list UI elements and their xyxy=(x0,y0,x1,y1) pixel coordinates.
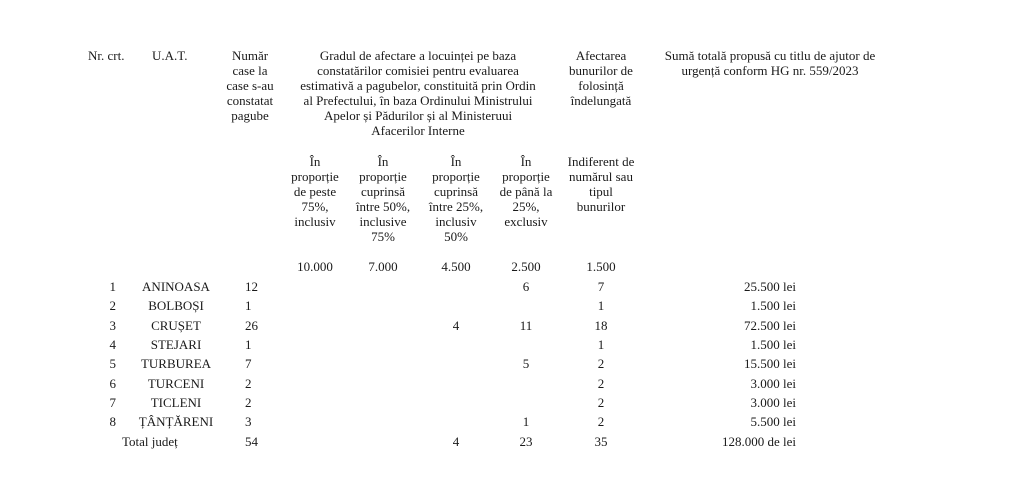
total-p25: 4 xyxy=(452,434,460,449)
header-line: bunurilor de xyxy=(569,63,633,78)
cell-p0: 5 xyxy=(522,356,530,371)
cell-bunuri: 18 xyxy=(594,318,608,333)
header-line: Apelor și Pădurilor și al Ministeruui xyxy=(323,108,513,123)
header-line: Afacerilor Interne xyxy=(371,123,465,138)
cell-case: 3 xyxy=(245,414,252,429)
cell-suma: 5.500 lei xyxy=(750,414,796,429)
subheader-line: proporție xyxy=(359,169,407,184)
cell-uat: BOLBOȘI xyxy=(148,298,204,313)
total-suma: 128.000 de lei xyxy=(721,434,796,449)
amount-50-75: 7.000 xyxy=(368,259,398,274)
header-line: îndelungată xyxy=(570,93,632,108)
cell-uat: TICLENI xyxy=(150,395,202,410)
cell-case: 1 xyxy=(245,298,252,313)
cell-nr: 7 xyxy=(109,395,116,410)
cell-nr: 8 xyxy=(109,414,116,429)
subheader-line: între 50%, xyxy=(355,199,411,214)
header-line: constatărilor comisiei pentru evaluarea xyxy=(317,63,519,78)
subheader-line: bunurilor xyxy=(576,199,626,214)
subheader-line: 50% xyxy=(444,229,468,244)
subheader-line: proporție xyxy=(432,169,480,184)
cell-case: 7 xyxy=(245,356,252,371)
subheader-line: între 25%, xyxy=(428,199,484,214)
cell-suma: 1.500 lei xyxy=(750,298,796,313)
header-line: Afectarea xyxy=(575,48,627,63)
subheader-line: inclusiv xyxy=(435,214,477,229)
cell-suma: 3.000 lei xyxy=(750,395,796,410)
header-line: Sumă totală propusă cu titlu de ajutor de xyxy=(664,48,876,63)
subheader-line: 75% xyxy=(371,229,395,244)
cell-nr: 4 xyxy=(109,337,116,352)
cell-uat: ANINOASA xyxy=(142,279,210,294)
subheader-peste-75 xyxy=(282,154,348,229)
cell-nr: 6 xyxy=(109,376,116,391)
cell-nr: 5 xyxy=(109,356,116,371)
subheader-25-50 xyxy=(420,154,492,244)
subheader-line: cuprinsă xyxy=(433,184,479,199)
header-line: Gradul de afectare a locuinței pe baza xyxy=(319,48,517,63)
subheader-line: numărul sau xyxy=(569,169,633,184)
header-line: urgență conform HG nr. 559/2023 xyxy=(681,63,859,78)
header-suma-totala xyxy=(640,48,900,78)
cell-suma: 1.500 lei xyxy=(750,337,796,352)
cell-p0: 6 xyxy=(522,279,530,294)
cell-case: 1 xyxy=(245,337,252,352)
cell-uat: TURBUREA xyxy=(140,356,212,371)
subheader-line: de peste xyxy=(293,184,337,199)
amount-pana-25: 2.500 xyxy=(511,259,541,274)
cell-bunuri: 7 xyxy=(597,279,605,294)
subheader-line: În xyxy=(309,154,321,169)
total-p0: 23 xyxy=(519,434,533,449)
header-gradul-afectare xyxy=(282,48,554,138)
total-label: Total județ xyxy=(122,434,178,449)
cell-case: 2 xyxy=(245,395,252,410)
cell-suma: 3.000 lei xyxy=(750,376,796,391)
cell-bunuri: 2 xyxy=(597,356,605,371)
cell-nr: 2 xyxy=(109,298,116,313)
subheader-indiferent xyxy=(560,154,642,214)
header-line: estimativă a pagubelor, constituită prin Ordin xyxy=(300,78,536,93)
total-bunuri: 35 xyxy=(594,434,608,449)
cell-case: 26 xyxy=(245,318,258,333)
cell-bunuri: 1 xyxy=(597,298,605,313)
subheader-line: În xyxy=(450,154,462,169)
subheader-line: de până la xyxy=(499,184,553,199)
subheader-line: 25%, xyxy=(512,199,540,214)
cell-p0: 11 xyxy=(519,318,533,333)
subheader-line: 75%, xyxy=(301,199,329,214)
cell-uat: STEJARI xyxy=(150,337,202,352)
subheader-line: În xyxy=(377,154,389,169)
header-line: case la xyxy=(232,63,268,78)
header-line: pagube xyxy=(231,108,269,123)
header-nr-crt: Nr. crt. xyxy=(88,48,125,63)
subheader-line: proporție xyxy=(502,169,550,184)
cell-p25: 4 xyxy=(452,318,460,333)
cell-p0: 1 xyxy=(522,414,530,429)
subheader-line: cuprinsă xyxy=(360,184,406,199)
amount-peste-75: 10.000 xyxy=(297,259,333,274)
cell-case: 12 xyxy=(245,279,258,294)
cell-nr: 1 xyxy=(109,279,116,294)
cell-bunuri: 2 xyxy=(597,376,605,391)
amount-25-50: 4.500 xyxy=(441,259,471,274)
header-line: al Prefectului, în baza Ordinului Ministrului xyxy=(303,93,533,108)
header-afectarea-bunurilor xyxy=(558,48,644,108)
subheader-line: tipul xyxy=(589,184,613,199)
header-uat: U.A.T. xyxy=(152,48,188,63)
cell-bunuri: 2 xyxy=(597,414,605,429)
cell-uat: ȚÂNȚĂRENI xyxy=(138,414,214,429)
header-line: Număr xyxy=(231,48,269,63)
cell-bunuri: 1 xyxy=(597,337,605,352)
header-line: case s-au xyxy=(226,78,274,93)
subheader-line: Indiferent de xyxy=(567,154,635,169)
cell-suma: 15.500 lei xyxy=(744,356,796,371)
subheader-line: inclusive xyxy=(359,214,407,229)
subheader-50-75 xyxy=(348,154,418,244)
cell-uat: CRUȘET xyxy=(151,318,201,333)
amount-indiferent: 1.500 xyxy=(586,259,616,274)
header-line: constatat xyxy=(226,93,274,108)
subheader-pana-25 xyxy=(492,154,560,229)
cell-bunuri: 2 xyxy=(597,395,605,410)
subheader-line: inclusiv xyxy=(294,214,336,229)
cell-suma: 72.500 lei xyxy=(744,318,796,333)
header-numar-case xyxy=(220,48,280,123)
header-line: folosință xyxy=(578,78,624,93)
cell-suma: 25.500 lei xyxy=(744,279,796,294)
cell-nr: 3 xyxy=(109,318,116,333)
subheader-line: exclusiv xyxy=(504,214,548,229)
total-case: 54 xyxy=(245,434,258,449)
subheader-line: În xyxy=(520,154,532,169)
cell-uat: TURCENI xyxy=(147,376,205,391)
subheader-line: proporție xyxy=(291,169,339,184)
cell-case: 2 xyxy=(245,376,252,391)
